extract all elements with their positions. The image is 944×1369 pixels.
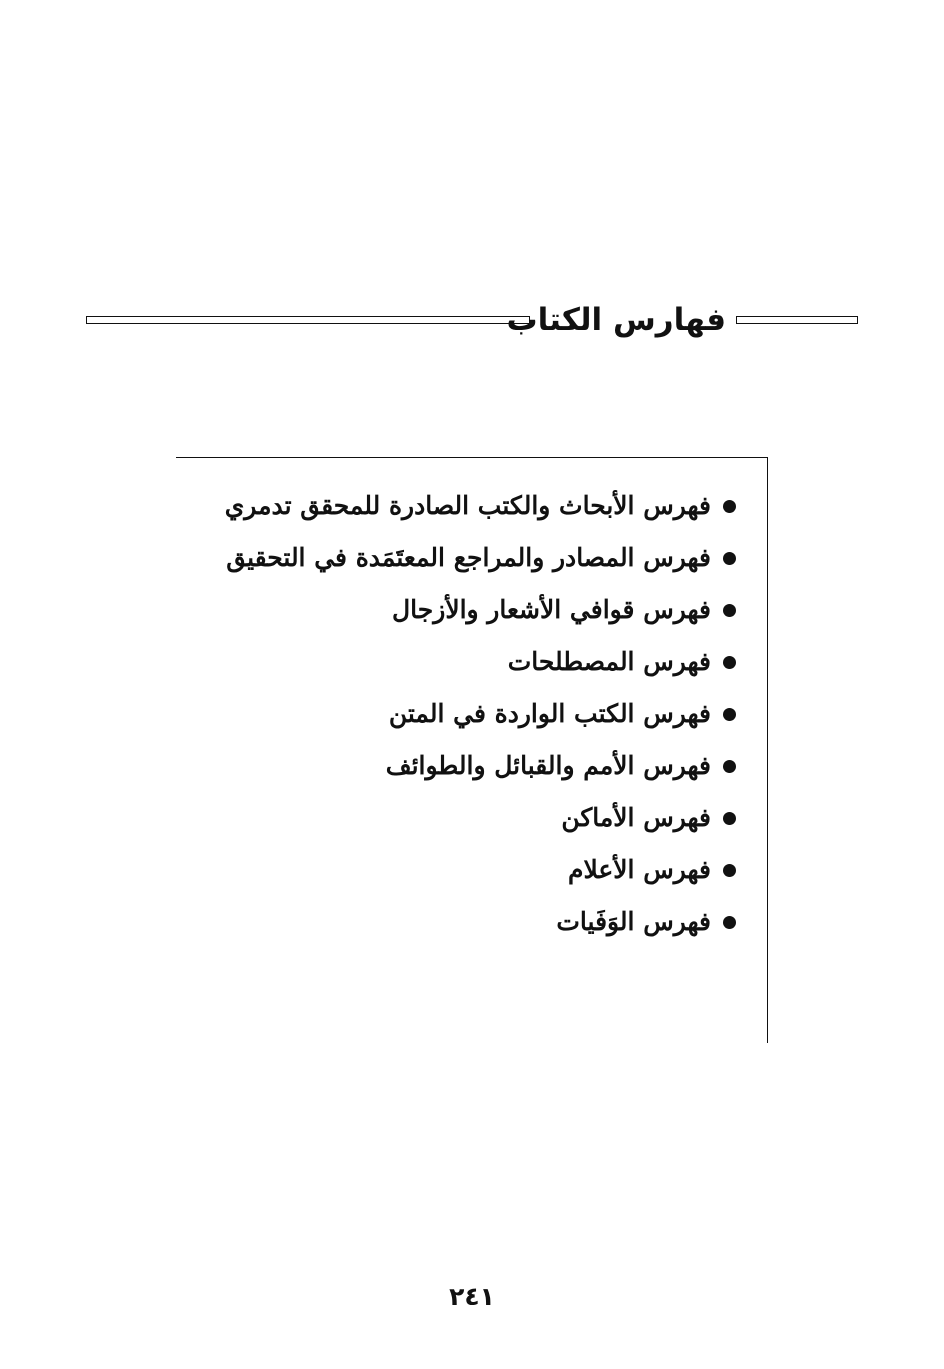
list-item (225, 584, 736, 636)
list-item-label: فهرس المصادر والمراجع المعتَمَدة في التحقيق (226, 543, 711, 572)
bullet-icon (723, 552, 736, 565)
bullet-icon (723, 864, 736, 877)
page-number: ٢٤١ (449, 1282, 495, 1311)
heading-rule-right (736, 316, 858, 324)
heading-rule-left (86, 316, 530, 324)
list-item-label: فهرس الوَفَيات (556, 907, 711, 936)
list-item-label: فهرس الأعلام (567, 855, 711, 884)
list-item-label: فهرس الكتب الواردة في المتن (388, 699, 711, 728)
list-item-label: فهرس الأمم والقبائل والطوائف (385, 751, 711, 780)
bullet-icon (723, 760, 736, 773)
list-item (225, 480, 736, 532)
bullet-icon (723, 916, 736, 929)
list-item-label: فهرس الأبحاث والكتب الصادرة للمحقق تدمري (224, 491, 711, 520)
list-item (225, 740, 736, 792)
list-item-label: فهرس قوافي الأشعار والأزجال (392, 595, 711, 624)
bullet-icon (723, 656, 736, 669)
list-item (225, 896, 736, 948)
list-item (225, 792, 736, 844)
page-title: فهارس الكتاب (506, 302, 726, 338)
section-heading (86, 296, 858, 346)
list-item (225, 636, 736, 688)
list-item (225, 688, 736, 740)
bullet-icon (723, 708, 736, 721)
list-item (225, 532, 736, 584)
list-item (225, 844, 736, 896)
bullet-icon (723, 604, 736, 617)
bullet-icon (723, 500, 736, 513)
bullet-icon (723, 812, 736, 825)
list-item-label: فهرس الأماكن (561, 803, 711, 832)
list-item-label: فهرس المصطلحات (507, 647, 711, 676)
index-list (225, 480, 736, 948)
